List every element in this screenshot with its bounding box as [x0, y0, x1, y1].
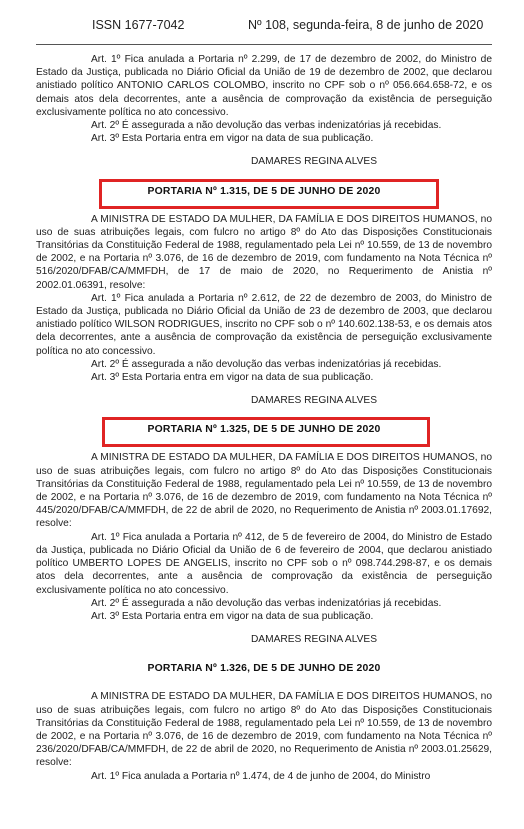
page-header — [0, 18, 524, 34]
block2-signature: DAMARES REGINA ALVES — [250, 634, 378, 646]
block1-preamble: A MINISTRA DE ESTADO DA MULHER, DA FAMÍLIA E DOS DIREITOS HUMANOS, no uso de suas atribuições legais, com fulcro no artigo 8º do Ato das Disposições Constitucionais Transitórias da Constituição Federal de 1988, regulamentado pela Lei nº 10.559, de 13 de novembro de 2002, e na Portaria nº 3.076, de 16 de dezembro de 2019, com fundamento na Nota Técnica nº 516/2020/DFAB/CA/MMFDH, de 17 de maio de 2020, no Requerimento de Anistia nº 2002.01.06391, resolve: — [36, 213, 492, 291]
block1-art3: Art. 3º Esta Portaria entra em vigor na data de sua publicação. — [91, 372, 374, 384]
document-body — [36, 53, 492, 783]
block2-title-wrap — [36, 417, 492, 443]
block3-preamble: A MINISTRA DE ESTADO DA MULHER, DA FAMÍLIA E DOS DIREITOS HUMANOS, no uso de suas atribuições legais, com fulcro no artigo 8º do Ato das Disposições Constitucionais Transitórias da Constituição Federal de 1988, regulamentado pela Lei nº 10.559, de 13 de novembro de 2002, e na Portaria nº 3.076, de 16 de dezembro de 2019, com fundamento na Nota Técnica nº 236/2020/DFAB/CA/MMFDH, de 22 de abril de 2020, no Requerimento de Anistia nº 2003.01.25629, resolve: — [36, 691, 492, 769]
block3-title: PORTARIA Nº 1.326, DE 5 DE JUNHO DE 2020 — [147, 663, 381, 675]
block2-art2: Art. 2º É assegurada a não devolução das verbas indenizatórias já recebidas. — [91, 597, 442, 609]
header-rule — [36, 44, 492, 45]
block1-signature: DAMARES REGINA ALVES — [250, 395, 378, 407]
block1-art1: Art. 1º Fica anulada a Portaria nº 2.612, de 22 de dezembro de 2003, do Ministro de Estado da Justiça, publicada no Diário Oficial da União de 23 de dezembro de 2003, que declarou anistiado político WILSON RODRIGUES, inscrito no CPF sob o nº 140.602.138-53, e os demais atos dela decorrentes, ante a ausência de comprovação da existência de perseguição exclusivamente política no ato concessivo. — [36, 292, 492, 357]
issue-label: Nº 108, segunda-feira, 8 de junho de 2020 — [248, 18, 484, 32]
block1-title: PORTARIA Nº 1.315, DE 5 DE JUNHO DE 2020 — [147, 185, 381, 197]
block2-art3: Art. 3º Esta Portaria entra em vigor na data de sua publicação. — [91, 610, 374, 622]
block0-art3: Art. 3º Esta Portaria entra em vigor na data de sua publicação. — [91, 133, 374, 145]
block3-art1: Art. 1º Fica anulada a Portaria nº 1.474, de 4 de junho de 2004, do Ministro — [91, 770, 431, 782]
block2-preamble: A MINISTRA DE ESTADO DA MULHER, DA FAMÍLIA E DOS DIREITOS HUMANOS, no uso de suas atribuições legais, com fulcro no artigo 8º do Ato das Disposições Constitucionais Transitórias da Constituição Federal de 1988, regulamentado pela Lei nº 10.559, de 13 de novembro de 2002, e na Portaria nº 3.076, de 16 de dezembro de 2019, com fundamento na Nota Técnica nº 445/2020/DFAB/CA/MMFDH, de 22 de abril de 2020, no Requerimento de Anistia nº 2003.01.17692, resolve: — [36, 452, 492, 530]
block0-signature: DAMARES REGINA ALVES — [250, 156, 378, 168]
block3-title-wrap — [36, 656, 492, 682]
block0-art1: Art. 1º Fica anulada a Portaria nº 2.299, de 17 de dezembro de 2002, do Ministro de Estado da Justiça, publicada no Diário Oficial da União de 19 de dezembro de 2002, que declarou anistiado político ANTONIO CARLOS COLOMBO, inscrito no CPF sob o nº 056.664.658-72, e os demais atos dela decorrentes, ante a ausência de comprovação da existência de perseguição exclusivamente política no ato concessivo. — [36, 54, 492, 118]
block2-highlight-box — [102, 417, 430, 447]
issn-label: ISSN 1677-7042 — [92, 18, 185, 32]
block1-title-wrap — [36, 179, 492, 205]
block1-art2: Art. 2º É assegurada a não devolução das verbas indenizatórias já recebidas. — [91, 358, 442, 370]
block1-highlight-box — [99, 179, 439, 209]
block0-art2: Art. 2º É assegurada a não devolução das verbas indenizatórias já recebidas. — [91, 120, 442, 132]
block2-art1: Art. 1º Fica anulada a Portaria nº 412, de 5 de fevereiro de 2004, do Ministro de Estado da Justiça, publicada no Diário Oficial da União de 6 de fevereiro de 2004, que declarou anistiado político UMBERTO LOPES DE ANGELIS, inscrito no CPF sob o nº 098.744.298-87, e os demais atos dela decorrentes, ante a ausência de comprovação da existência de perseguição exclusivamente política no ato concessivo. — [36, 531, 492, 596]
block2-title: PORTARIA Nº 1.325, DE 5 DE JUNHO DE 2020 — [147, 424, 381, 436]
